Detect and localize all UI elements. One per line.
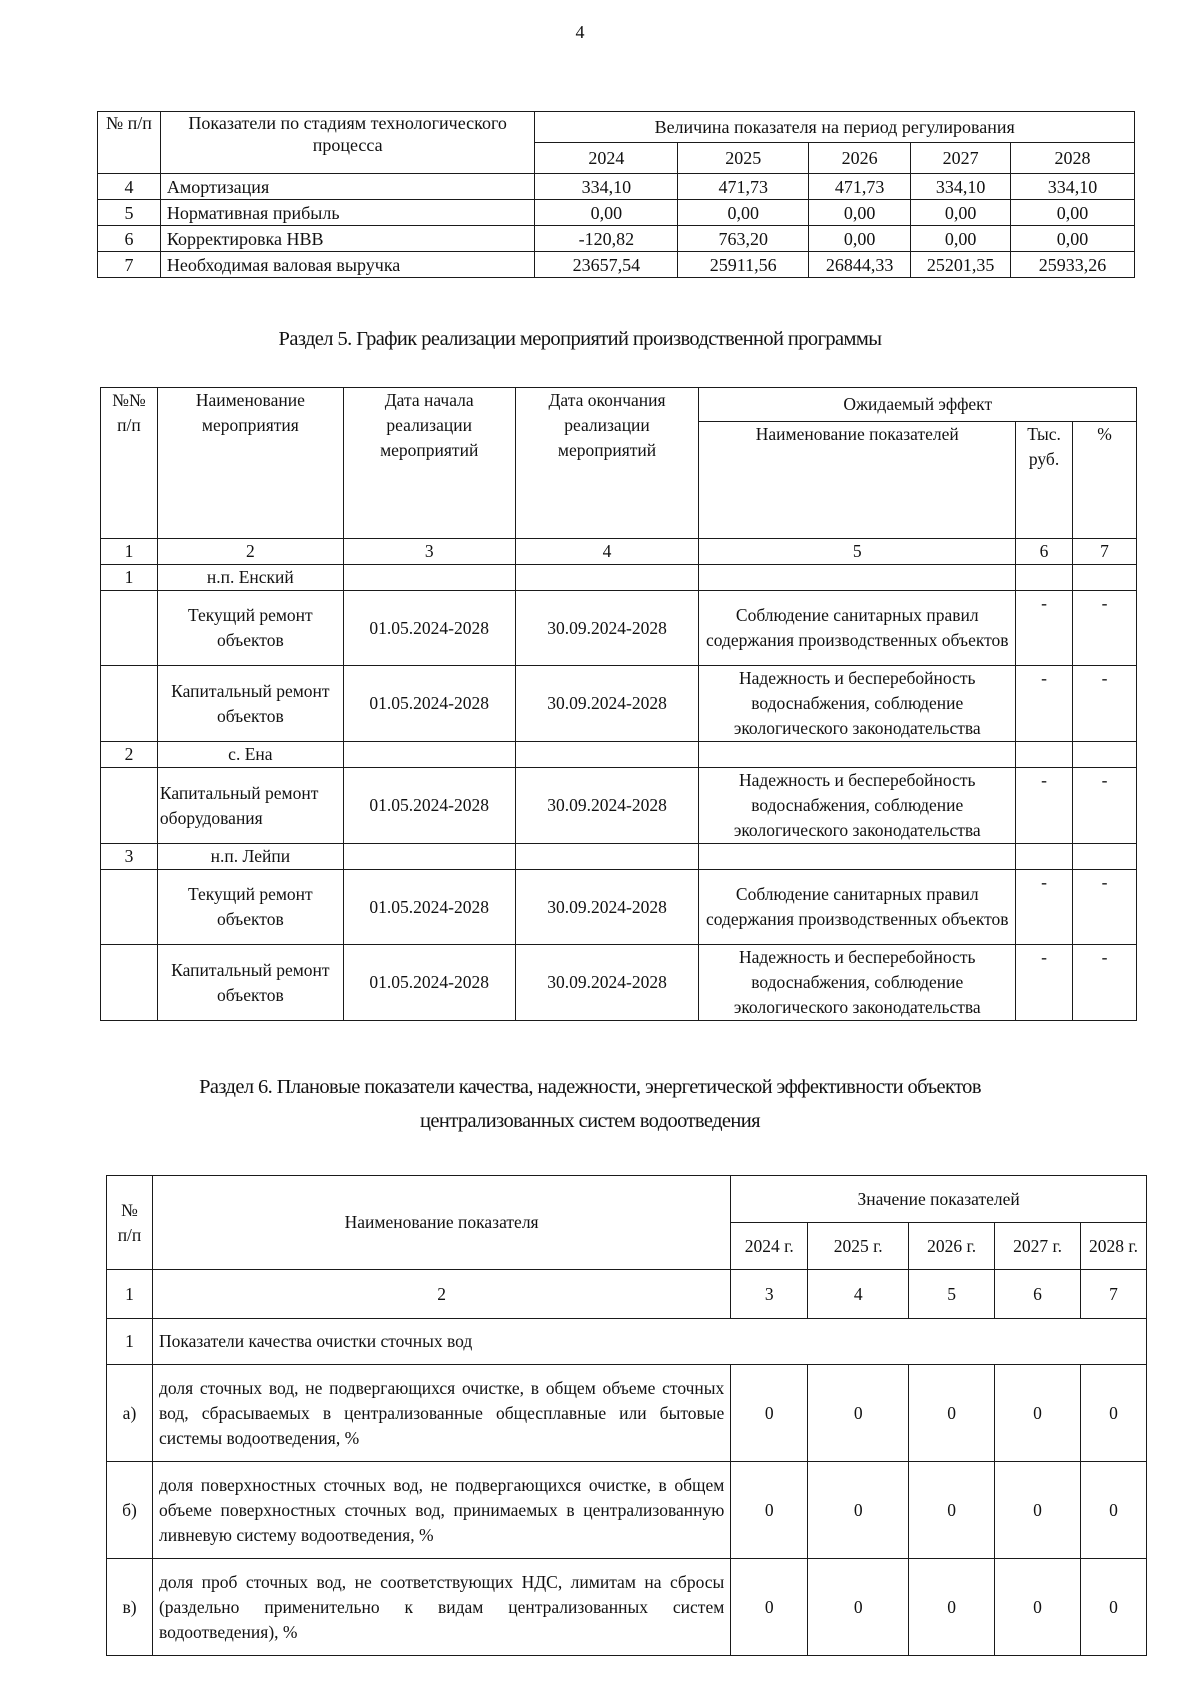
event-start: 01.05.2024-2028 xyxy=(343,945,515,1021)
table-row xyxy=(98,174,1135,200)
quality-indicators-table xyxy=(106,1175,1147,1656)
year-header: 2027 xyxy=(911,143,1011,174)
production-program-schedule-table xyxy=(100,387,1137,1021)
percent-header: % xyxy=(1073,422,1137,539)
row-value: 334,10 xyxy=(911,174,1011,200)
event-end: 30.09.2024-2028 xyxy=(515,870,699,945)
year-header: 2028 xyxy=(1011,143,1135,174)
indicator-value: 0 xyxy=(808,1365,909,1462)
column-number: 4 xyxy=(515,539,699,565)
indicator-no: а) xyxy=(107,1365,153,1462)
event-end: 30.09.2024-2028 xyxy=(515,768,699,844)
group-row xyxy=(101,742,1137,768)
event-pct: - xyxy=(1073,666,1137,742)
event-effect: Соблюдение санитарных правил содержания производственных объектов xyxy=(699,870,1016,945)
group-no: 2 xyxy=(101,742,158,768)
indicator-value: 0 xyxy=(1081,1559,1147,1656)
row-value: -120,82 xyxy=(535,226,678,252)
column-number: 1 xyxy=(101,539,158,565)
year-header: 2025 г. xyxy=(808,1223,909,1270)
row-value: 0,00 xyxy=(535,200,678,226)
effect-header: Ожидаемый эффект xyxy=(699,388,1137,422)
event-end: 30.09.2024-2028 xyxy=(515,945,699,1021)
col-name-header: Наименование мероприятия xyxy=(157,388,343,539)
indicator-value: 0 xyxy=(731,1462,808,1559)
table-row xyxy=(101,666,1137,742)
row-name: Амортизация xyxy=(160,174,535,200)
group-row xyxy=(101,844,1137,870)
event-effect: Надежность и бесперебойность водоснабжения, соблюдение экологического законодательства xyxy=(699,768,1016,844)
section-6-title-line2: централизованных систем водоотведения xyxy=(419,1110,761,1132)
column-number: 4 xyxy=(808,1270,909,1319)
table-row xyxy=(101,945,1137,1021)
year-header: 2025 xyxy=(678,143,809,174)
col-start-header: Дата начала реализации мероприятий xyxy=(343,388,515,539)
row-value: 0,00 xyxy=(1011,200,1135,226)
column-number: 2 xyxy=(157,539,343,565)
column-numbers-row xyxy=(107,1270,1147,1319)
event-name: Капитальный ремонт объектов xyxy=(157,666,343,742)
event-start: 01.05.2024-2028 xyxy=(343,870,515,945)
event-end: 30.09.2024-2028 xyxy=(515,591,699,666)
row-value: 763,20 xyxy=(678,226,809,252)
table-row xyxy=(101,591,1137,666)
section-5-title: Раздел 5. График реализации мероприятий производственной программы xyxy=(278,328,882,350)
category-no: 1 xyxy=(107,1319,153,1365)
row-value: 23657,54 xyxy=(535,252,678,278)
section-6-title xyxy=(0,1070,1190,1138)
values-header: Значение показателей xyxy=(731,1176,1147,1223)
event-effect: Надежность и бесперебойность водоснабжения, соблюдение экологического законодательства xyxy=(699,666,1016,742)
event-pct: - xyxy=(1073,591,1137,666)
event-rub: - xyxy=(1016,870,1073,945)
column-number: 1 xyxy=(107,1270,153,1319)
event-start: 01.05.2024-2028 xyxy=(343,591,515,666)
indicator-value: 0 xyxy=(909,1365,995,1462)
category-row xyxy=(107,1319,1147,1365)
column-number: 7 xyxy=(1073,539,1137,565)
column-number: 3 xyxy=(343,539,515,565)
event-rub: - xyxy=(1016,945,1073,1021)
table-row xyxy=(101,768,1137,844)
column-number: 3 xyxy=(731,1270,808,1319)
col-end-header: Дата окончания реализации мероприятий xyxy=(515,388,699,539)
event-effect: Надежность и бесперебойность водоснабжения, соблюдение экологического законодательства xyxy=(699,945,1016,1021)
row-value: 26844,33 xyxy=(809,252,911,278)
row-value: 0,00 xyxy=(809,200,911,226)
indicator-name: доля сточных вод, не подвергающихся очистке, в общем объеме сточных вод, сбрасываемых в централизованные общесплавные или бытовые системы водоотведения, % xyxy=(152,1365,730,1462)
indicator-value: 0 xyxy=(995,1462,1081,1559)
group-place: с. Ена xyxy=(157,742,343,768)
row-value: 25201,35 xyxy=(911,252,1011,278)
year-header: 2024 г. xyxy=(731,1223,808,1270)
table-row xyxy=(98,200,1135,226)
col-no-header: №№ п/п xyxy=(101,388,158,539)
regulation-indicators-table xyxy=(97,111,1135,278)
page-number: 4 xyxy=(575,22,585,42)
indicator-name: доля поверхностных сточных вод, не подвергающихся очистке, в общем объеме поверхностных сточных вод, принимаемых в централизованную ливневую систему водоотведения, % xyxy=(152,1462,730,1559)
year-header: 2028 г. xyxy=(1081,1223,1147,1270)
indicator-value: 0 xyxy=(808,1462,909,1559)
indicator-value: 0 xyxy=(731,1559,808,1656)
row-no: 6 xyxy=(98,226,161,252)
row-value: 471,73 xyxy=(678,174,809,200)
row-value: 25911,56 xyxy=(678,252,809,278)
col-no-header: № п/п xyxy=(98,112,161,174)
column-number: 6 xyxy=(995,1270,1081,1319)
event-rub: - xyxy=(1016,768,1073,844)
group-place: н.п. Лейпи xyxy=(157,844,343,870)
indicator-value: 0 xyxy=(1081,1462,1147,1559)
section-6-title-line1: Раздел 6. Плановые показатели качества, надежности, энергетической эффективности объектов xyxy=(199,1076,981,1098)
event-name: Текущий ремонт объектов xyxy=(157,870,343,945)
col-no-header: № п/п xyxy=(107,1176,153,1270)
indicator-header: Наименование показателей xyxy=(699,422,1016,539)
row-no: 5 xyxy=(98,200,161,226)
indicator-no: в) xyxy=(107,1559,153,1656)
year-header: 2027 г. xyxy=(995,1223,1081,1270)
table-row xyxy=(107,1365,1147,1462)
table-row xyxy=(98,226,1135,252)
indicator-value: 0 xyxy=(1081,1365,1147,1462)
indicator-value: 0 xyxy=(995,1559,1081,1656)
indicator-name: доля проб сточных вод, не соответствующих НДС, лимитам на сбросы (раздельно применительно к видам централизованных систем водоотведения), % xyxy=(152,1559,730,1656)
year-header: 2026 xyxy=(809,143,911,174)
year-header: 2026 г. xyxy=(909,1223,995,1270)
indicator-value: 0 xyxy=(731,1365,808,1462)
event-end: 30.09.2024-2028 xyxy=(515,666,699,742)
event-name: Капитальный ремонт объектов xyxy=(157,945,343,1021)
event-pct: - xyxy=(1073,870,1137,945)
event-start: 01.05.2024-2028 xyxy=(343,768,515,844)
row-name: Корректировка НВВ xyxy=(160,226,535,252)
column-number: 5 xyxy=(909,1270,995,1319)
row-no: 7 xyxy=(98,252,161,278)
indicator-value: 0 xyxy=(808,1559,909,1656)
indicator-value: 0 xyxy=(909,1559,995,1656)
row-no: 4 xyxy=(98,174,161,200)
event-effect: Соблюдение санитарных правил содержания производственных объектов xyxy=(699,591,1016,666)
year-header: 2024 xyxy=(535,143,678,174)
col-name-header: Показатели по стадиям технологического процесса xyxy=(160,112,535,174)
event-pct: - xyxy=(1073,768,1137,844)
table-row xyxy=(98,252,1135,278)
col-name-header: Наименование показателя xyxy=(152,1176,730,1270)
row-value: 471,73 xyxy=(809,174,911,200)
event-start: 01.05.2024-2028 xyxy=(343,666,515,742)
indicator-value: 0 xyxy=(909,1462,995,1559)
table-row xyxy=(101,870,1137,945)
row-value: 0,00 xyxy=(678,200,809,226)
group-no: 3 xyxy=(101,844,158,870)
event-name: Капитальный ремонт оборудования xyxy=(157,768,343,844)
row-value: 0,00 xyxy=(911,200,1011,226)
category-name: Показатели качества очистки сточных вод xyxy=(152,1319,1146,1365)
column-number: 6 xyxy=(1016,539,1073,565)
column-number: 5 xyxy=(699,539,1016,565)
event-rub: - xyxy=(1016,591,1073,666)
table-row xyxy=(107,1462,1147,1559)
thousand-rub-header: Тыс. руб. xyxy=(1016,422,1073,539)
event-name: Текущий ремонт объектов xyxy=(157,591,343,666)
group-no: 1 xyxy=(101,565,158,591)
row-value: 0,00 xyxy=(911,226,1011,252)
period-header: Величина показателя на период регулирования xyxy=(535,112,1135,143)
table-row xyxy=(107,1559,1147,1656)
event-pct: - xyxy=(1073,945,1137,1021)
row-value: 334,10 xyxy=(1011,174,1135,200)
column-number: 7 xyxy=(1081,1270,1147,1319)
row-value: 334,10 xyxy=(535,174,678,200)
column-number: 2 xyxy=(152,1270,730,1319)
row-name: Нормативная прибыль xyxy=(160,200,535,226)
row-value: 25933,26 xyxy=(1011,252,1135,278)
row-name: Необходимая валовая выручка xyxy=(160,252,535,278)
event-rub: - xyxy=(1016,666,1073,742)
group-place: н.п. Енский xyxy=(157,565,343,591)
indicator-no: б) xyxy=(107,1462,153,1559)
group-row xyxy=(101,565,1137,591)
column-numbers-row xyxy=(101,539,1137,565)
indicator-value: 0 xyxy=(995,1365,1081,1462)
row-value: 0,00 xyxy=(809,226,911,252)
row-value: 0,00 xyxy=(1011,226,1135,252)
